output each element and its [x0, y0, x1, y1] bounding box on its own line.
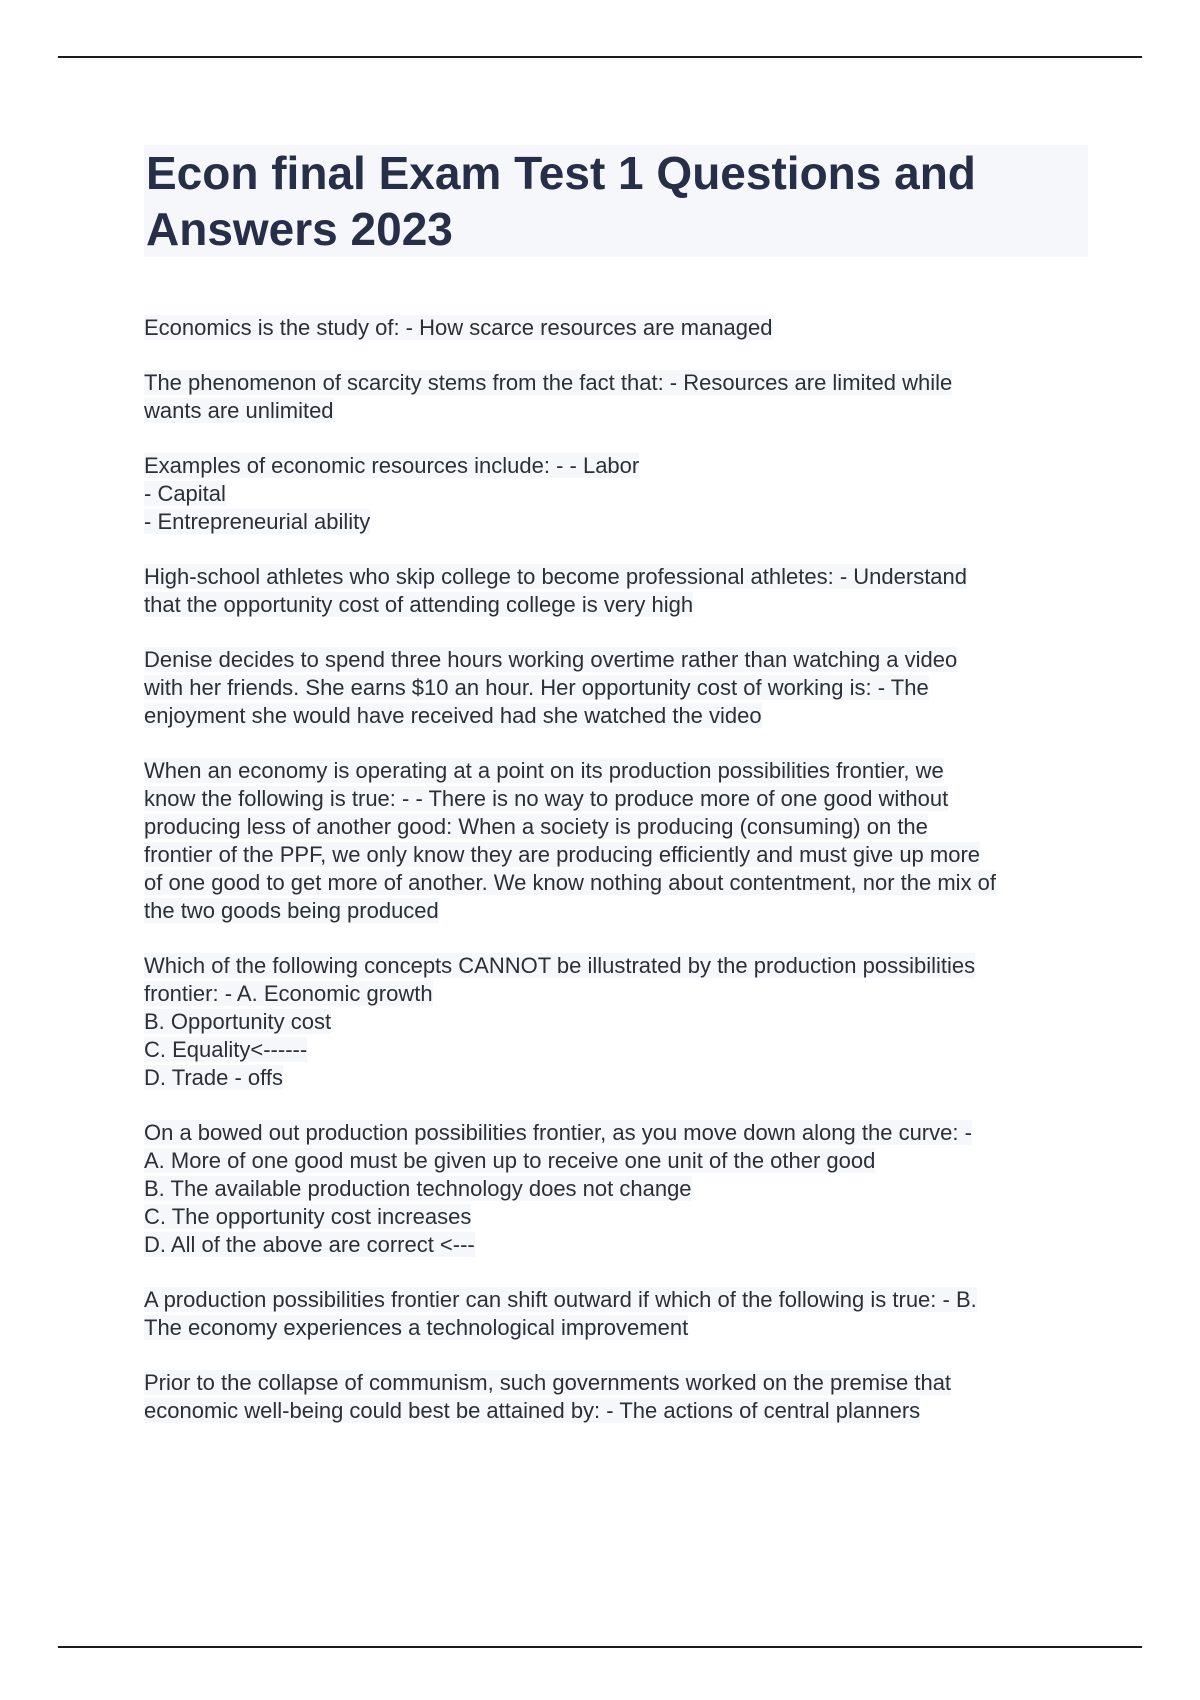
qa-item: [144, 1119, 1088, 1259]
top-rule: [58, 56, 1142, 58]
document-body: [144, 145, 1088, 1452]
qa-item: [144, 646, 1088, 730]
qa-text: Denise decides to spend three hours working overtime rather than watching a video with her friends. She earns $10 an hour. Her opportunity cost of working is: - The enjoyment she would have received had she watched the video: [144, 647, 958, 728]
qa-text: Economics is the study of: - How scarce resources are managed: [144, 315, 773, 340]
qa-text: Prior to the collapse of communism, such governments worked on the premise that economic well-being could best be attained by: - The actions of central planners: [144, 1370, 952, 1423]
document-title: Econ final Exam Test 1 Questions and Answers 2023: [144, 145, 1088, 257]
bottom-rule: [58, 1646, 1142, 1648]
qa-item: [144, 314, 1088, 342]
qa-item: [144, 757, 1088, 925]
qa-item: [144, 452, 1088, 536]
qa-item: [144, 369, 1088, 425]
qa-text: Which of the following concepts CANNOT be illustrated by the production possibilities frontier: - A. Economic growth B. Opportunity cost C. Equality<------ D. Trade - offs: [144, 953, 976, 1090]
qa-text: Examples of economic resources include: - - Labor - Capital - Entrepreneurial ability: [144, 453, 640, 534]
qa-item: [144, 952, 1088, 1092]
qa-text: On a bowed out production possibilities frontier, as you move down along the curve: - A. More of one good must be given up to receive one unit of the other good B. The available production technology does not change C. The opportunity cost increases D. All of the above are correct <---: [144, 1120, 972, 1257]
qa-item: [144, 1369, 1088, 1425]
qa-item: [144, 563, 1088, 619]
qa-text: High-school athletes who skip college to become professional athletes: - Understand that the opportunity cost of attending college is very high: [144, 564, 968, 617]
qa-item: [144, 1286, 1088, 1342]
qa-list: [144, 314, 1088, 1425]
qa-text: When an economy is operating at a point on its production possibilities frontier, we know the following is true: - - There is no way to produce more of one good without producing less of another good: When a society is producing (consuming) on the frontier of the PPF, we only know they are producing efficiently and must give up more of one good to get more of another. We know nothing about contentment, nor the mix of the two goods being produced: [144, 758, 997, 923]
qa-text: The phenomenon of scarcity stems from the fact that: - Resources are limited while wants are unlimited: [144, 370, 953, 423]
qa-text: A production possibilities frontier can shift outward if which of the following is true: - B. The economy experiences a technological improvement: [144, 1287, 977, 1340]
